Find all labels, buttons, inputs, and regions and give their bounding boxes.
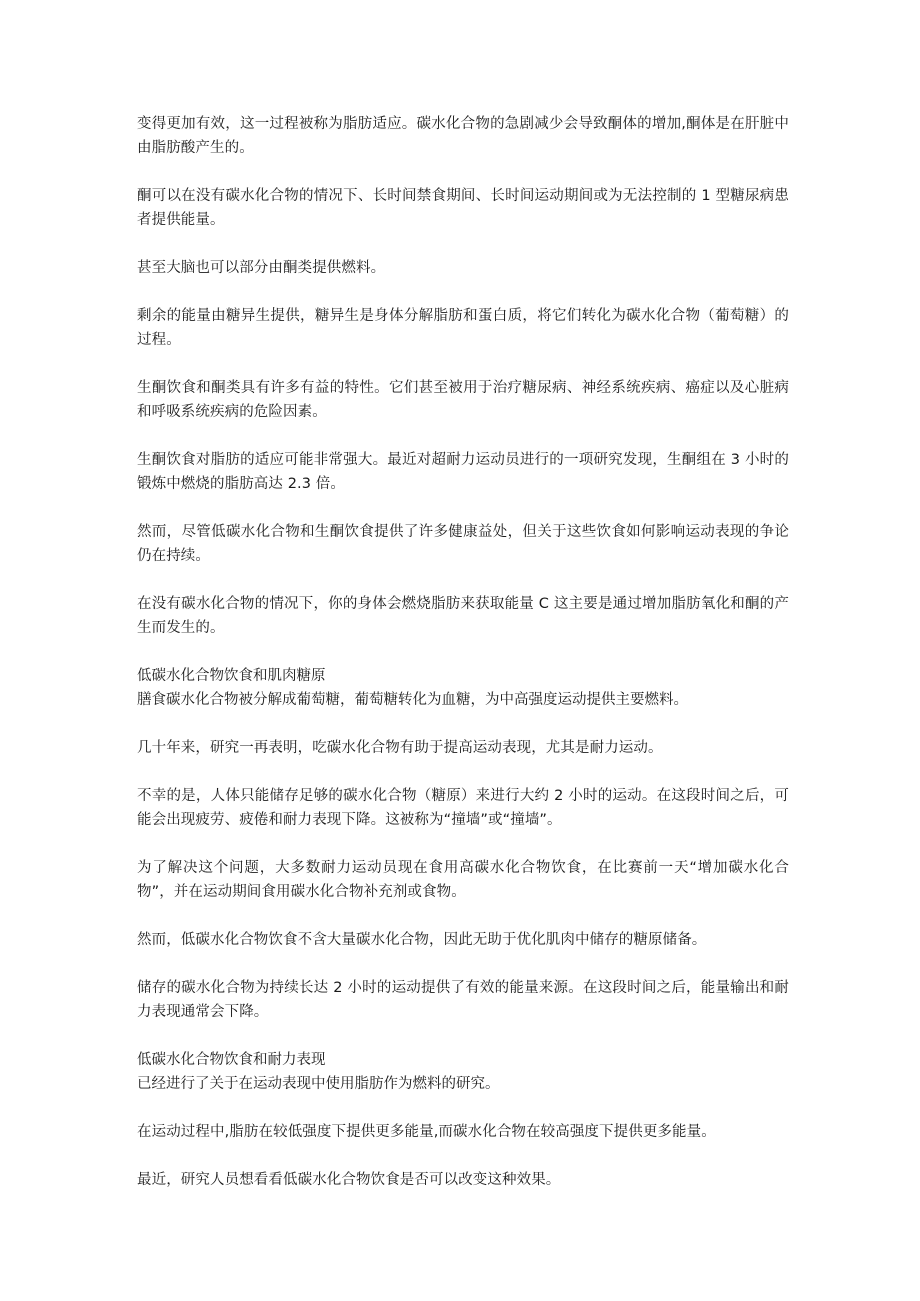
paragraph-performance-debate: 然而，尽管低碳水化合物和生酮饮食提供了许多健康益处，但关于这些饮食如何影响运动表现的争论仍在持续。 [137, 524, 789, 564]
paragraph-fat-oxidation: 在没有碳水化合物的情况下，你的身体会燃烧脂肪来获取能量 C 这主要是通过增加脂肪氧化和酮的产生而发生的。 [137, 596, 789, 636]
paragraph-ketone-energy: 酮可以在没有碳水化合物的情况下、长时间禁食期间、长时间运动期间或为无法控制的 1 型糖尿病患者提供能量。 [137, 188, 789, 228]
paragraph-low-carb-glycogen: 然而，低碳水化合物饮食不含大量碳水化合物，因此无助于优化肌肉中储存的糖原储备。 [137, 932, 707, 948]
section-muscle-glycogen [137, 664, 789, 712]
paragraph-decades-research: 几十年来，研究一再表明，吃碳水化合物有助于提高运动表现，尤其是耐力运动。 [137, 740, 663, 756]
paragraph-fat-adaptation: 变得更加有效，这一过程被称为脂肪适应。碳水化合物的急剧减少会导致酮体的增加,酮体是在肝脏中由脂肪酸产生的。 [137, 116, 789, 156]
section-endurance-performance [137, 1048, 789, 1096]
paragraph-intensity-energy: 在运动过程中,脂肪在较低强度下提供更多能量,而碳水化合物在较高强度下提供更多能量。 [137, 1124, 716, 1140]
paragraph-carb-loading: 为了解决这个问题，大多数耐力运动员现在食用高碳水化合物饮食，在比赛前一天“增加碳水化合物”，并在运动期间食用碳水化合物补充剂或食物。 [137, 860, 789, 900]
paragraph-keto-benefits: 生酮饮食和酮类具有许多有益的特性。它们甚至被用于治疗糖尿病、神经系统疾病、癌症以及心脏病和呼吸系统疾病的危险因素。 [137, 380, 789, 420]
paragraph-stored-carbs: 储存的碳水化合物为持续长达 2 小时的运动提供了有效的能量来源。在这段时间之后，能量输出和耐力表现通常会下降。 [137, 980, 789, 1020]
paragraph-recent-research: 最近，研究人员想看看低碳水化合物饮食是否可以改变这种效果。 [137, 1172, 561, 1188]
paragraph-dietary-carbs: 膳食碳水化合物被分解成葡萄糖，葡萄糖转化为血糖，为中高强度运动提供主要燃料。 [137, 692, 688, 708]
paragraph-hitting-the-wall: 不幸的是，人体只能储存足够的碳水化合物（糖原）来进行大约 2 小时的运动。在这段时间之后，可能会出现疲劳、疲倦和耐力表现下降。这被称为“撞墙”或“撞墙”。 [137, 788, 789, 828]
section-heading-endurance-performance: 低碳水化合物饮食和耐力表现 [137, 1052, 326, 1068]
paragraph-gluconeogenesis: 剩余的能量由糖异生提供，糖异生是身体分解脂肪和蛋白质，将它们转化为碳水化合物（葡萄糖）的过程。 [137, 308, 789, 348]
paragraph-brain-fuel: 甚至大脑也可以部分由酮类提供燃料。 [137, 260, 386, 276]
section-heading-muscle-glycogen: 低碳水化合物饮食和肌肉糖原 [137, 668, 326, 684]
paragraph-fat-fuel-research: 已经进行了关于在运动表现中使用脂肪作为燃料的研究。 [137, 1076, 500, 1092]
paragraph-keto-fat-burning: 生酮饮食对脂肪的适应可能非常强大。最近对超耐力运动员进行的一项研究发现，生酮组在 3 小时的锻炼中燃烧的脂肪高达 2.3 倍。 [137, 452, 789, 492]
document-page [137, 112, 789, 1216]
